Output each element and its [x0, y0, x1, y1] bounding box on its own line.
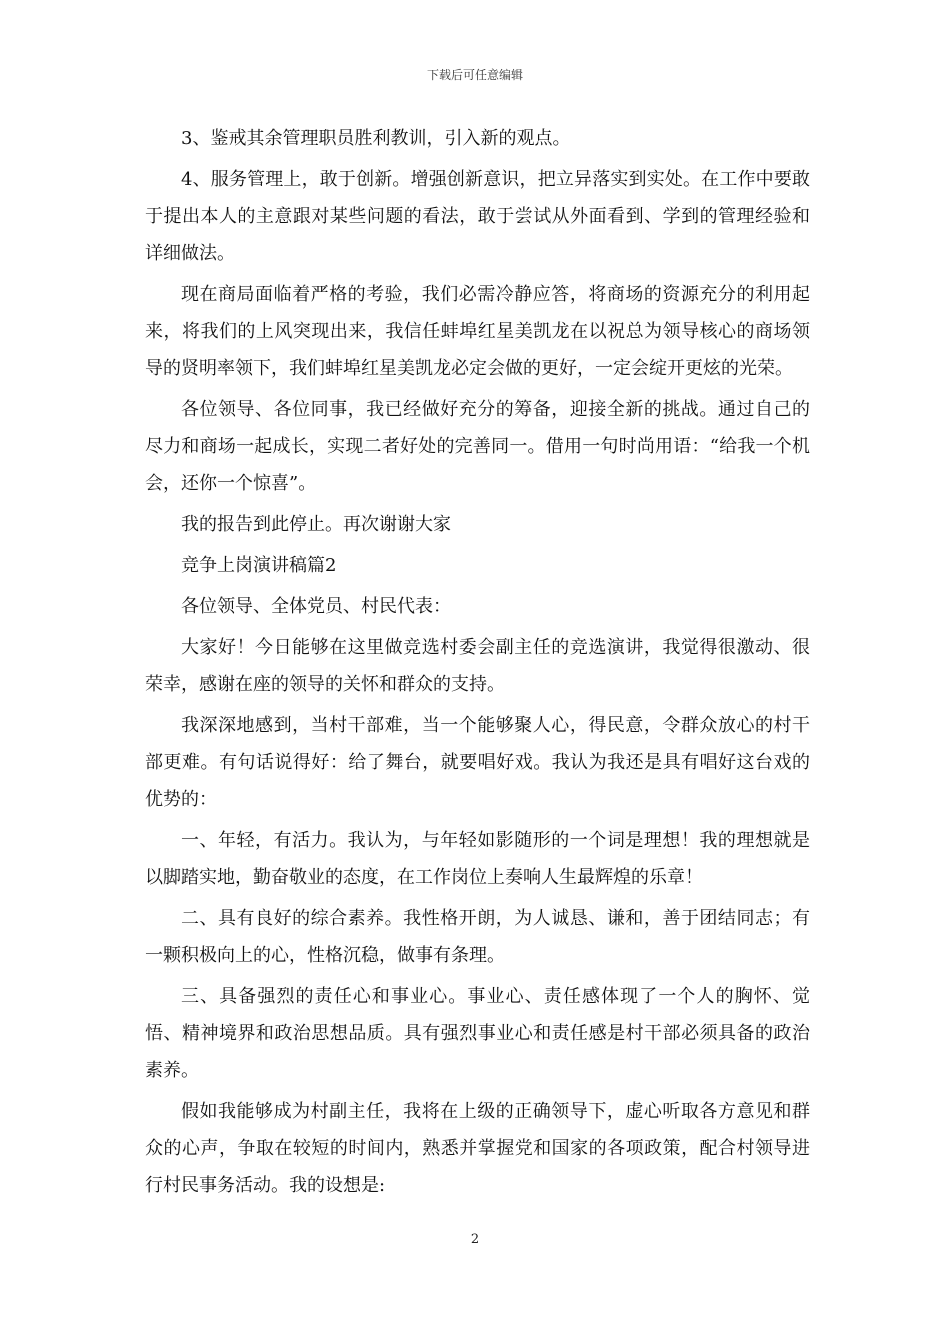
salutation: 各位领导、全体党员、村民代表： [181, 596, 451, 617]
page-number: 2 [470, 1232, 480, 1247]
paragraph-11: 二、具有良好的综合素养。我性格开朗，为人诚恳、谦和，善于团结同志；有一颗积极向上的心，性格沉稳，做事有条理。 [145, 908, 810, 966]
section-title: 竞争上岗演讲稿篇2 [181, 555, 337, 576]
document-body [145, 120, 810, 1204]
paragraph-10: 一、年轻，有活力。我认为，与年轻如影随形的一个词是理想！我的理想就是以脚踏实地，勤奋敬业的态度，在工作岗位上奏响人生最辉煌的乐章！ [145, 830, 810, 888]
page-header: 下载后可任意编辑 [426, 68, 523, 82]
paragraph-4: 各位领导、各位同事，我已经做好充分的筹备，迎接全新的挑战。通过自己的尽力和商场一起成长，实现二者好处的完善同一。借用一句时尚用语：“给我一个机会，还你一个惊喜”。 [145, 399, 810, 494]
paragraph-1: 3、鉴戒其余管理职员胜利教训，引入新的观点。 [181, 128, 571, 149]
paragraph-8: 大家好！今日能够在这里做竞选村委会副主任的竞选演讲，我觉得很激动、很荣幸，感谢在座的领导的关怀和群众的支持。 [145, 637, 810, 695]
paragraph-13: 假如我能够成为村副主任，我将在上级的正确领导下，虚心听取各方意见和群众的心声，争取在较短的时间内，熟悉并掌握党和国家的各项政策，配合村领导进行村民事务活动。我的设想是: [145, 1101, 810, 1196]
paragraph-9: 我深深地感到，当村干部难，当一个能够聚人心，得民意，令群众放心的村干部更难。有句话说得好：给了舞台，就要唱好戏。我认为我还是具有唱好这台戏的优势的： [145, 715, 810, 810]
paragraph-2: 4、服务管理上，敢于创新。增强创新意识，把立异落实到实处。在工作中要敢于提出本人的主意跟对某些问题的看法，敢于尝试从外面看到、学到的管理经验和详细做法。 [145, 169, 810, 264]
paragraph-12: 三、具备强烈的责任心和事业心。事业心、责任感体现了一个人的胸怀、觉悟、精神境界和政治思想品质。具有强烈事业心和责任感是村干部必须具备的政治素养。 [145, 986, 810, 1081]
paragraph-3: 现在商局面临着严格的考验，我们必需冷静应答，将商场的资源充分的利用起来，将我们的上风突现出来，我信任蚌埠红星美凯龙在以祝总为领导核心的商场领导的贤明率领下，我们蚌埠红星美凯龙必定会做的更好，一定会绽开更炫的光荣。 [145, 284, 810, 379]
paragraph-5: 我的报告到此停止。再次谢谢大家 [181, 514, 451, 535]
